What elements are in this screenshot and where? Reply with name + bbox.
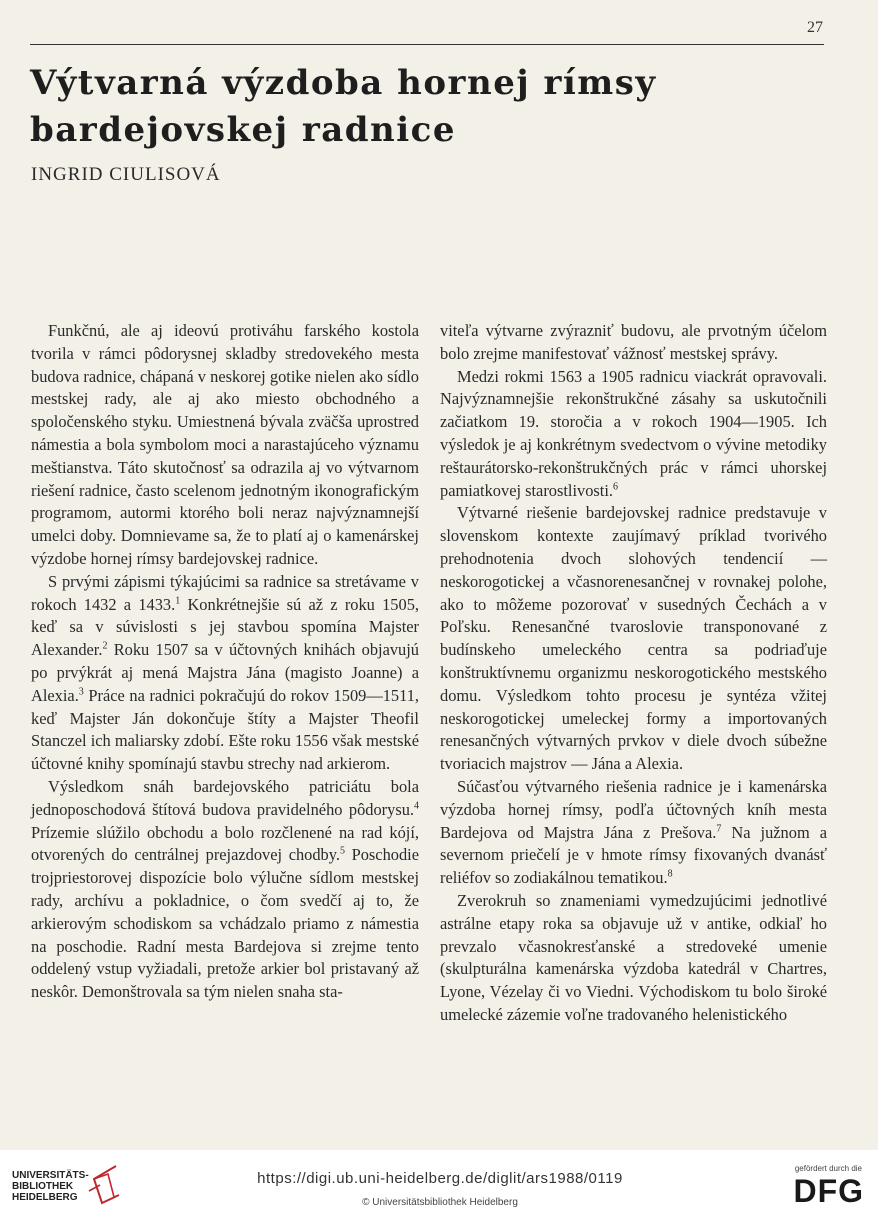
source-url[interactable]: https://digi.ub.uni-heidelberg.de/diglit/ars1988/0119 [257, 1170, 623, 1187]
footnote-ref: 6 [613, 481, 618, 493]
title-line-1: Výtvarná výzdoba hornej rímsy [30, 63, 657, 103]
footnote-ref: 3 [78, 686, 84, 698]
library-name-line: HEIDELBERG [12, 1192, 78, 1203]
library-name-line: UNIVERSITÄTS- [12, 1170, 89, 1181]
emblem-stroke [94, 1166, 119, 1203]
sponsor-caption: gefördert durch die [794, 1164, 862, 1173]
paragraph [31, 776, 419, 1004]
paragraph-text: Práce na radnici pokračujú do rokov 1509—1511, keď Majster Ján dokončuje štíty a Majster Theofil Stanczel ich maliarsky zdobí. Ešte roku 1556 však mestské účtovné knihy spomínajú stavbu strechy nad arkierom. [31, 685, 419, 774]
text-column-left [31, 320, 419, 1004]
paragraph-text: Na južnom a severnom priečelí je v hmote rímsy fixovaných dvanásť reliéfov so zodiakálnou tematikou. [440, 822, 827, 888]
copyright-notice: © Universitätsbibliothek Heidelberg [362, 1197, 518, 1208]
header-rule [30, 44, 824, 45]
page-number: 27 [807, 19, 823, 36]
text-column-right [440, 320, 827, 1027]
title-line-2: bardejovskej radnice [30, 110, 457, 150]
paragraph [440, 366, 827, 503]
paragraph-text: Roku 1507 sa v účtovných knihách objavujú po prvýkrát aj mená Majstra Jána (magisto Joanne) a Alexia. [31, 640, 419, 705]
article-title [30, 60, 830, 154]
paragraph-text: Súčasťou výtvarného riešenia radnice je i kamenárska výzdoba hornej rímsy, podľa účtovných kníh mesta Bardejova od Majstra Jána z Prešova. [440, 776, 827, 842]
dfg-logo: DFG [793, 1173, 864, 1209]
paragraph-text: Medzi rokmi 1563 a 1905 radnicu viackrát opravovali. Najvýznamnejšie rekonštrukčné zásahy sa uskutočnili začiatkom 19. storočia a v rokoch 1904—1905. Ich výsledok je aj konkrétnym svedectvom o vývine metodiky reštaurátorsko-rekonštrukčných prác v rámci uhorskej pamiatkovej starostlivosti. [440, 366, 827, 500]
footnote-ref: 4 [414, 800, 419, 812]
article-author: INGRID CIULISOVÁ [31, 164, 221, 185]
footnote-ref: 1 [175, 595, 181, 607]
footnote-ref: 5 [339, 845, 345, 857]
paragraph: Zverokruh so znameniami vymedzujúcimi jednotlivé astrálne etapy roka sa objavuje už v antike, odkiaľ ho prevzalo včasnokresťanské a stredoveké umenie (skulpturálna kamenárska výzdoba katedrál v Chartres, Lyone, Vézelay či vo Viedni. Východiskom tu bolo široké umelecké zázemie voľne tradovaného helenistického [440, 890, 827, 1024]
footnote-ref: 2 [102, 640, 108, 652]
paragraph-text: Konkrétnejšie sú až z roku 1505, keď sa v súvislosti s jej stavbou spomína Majster Alexander. [31, 594, 419, 660]
library-emblem-icon [86, 1163, 122, 1209]
paragraph [440, 776, 827, 890]
paragraph: Funkčnú, ale aj ideovú protiváhu farského kostola tvorila v rámci pôdorysnej skladby stredovekého mesta budova radnice, chápaná v neskorej gotike nielen ako sídlo mestskej rady, ale aj ako miesto obchodného a spoločenského styku. Umiestnená bývala zväčša uprostred námestia a bola symbolom moci a narastajúceho významu meštianstva. Táto skutočnosť sa odrazila aj vo výtvarnom riešení radnice, často scelenom jednotným ikonografickým programom, autormi ktorého boli neraz najvýznamnejší umelci doby. Domnievame sa, že to platí aj o kamenárskej výzdobe hornej rímsy bardejovskej radnice. [31, 321, 419, 568]
paragraph-text: Prízemie slúžilo obchodu a bolo rozčlenené na rad kójí, otvorených do centrálnej prejazdovej chodby. [31, 822, 419, 865]
library-name-line: BIBLIOTHEK [12, 1181, 74, 1192]
footnote-ref: 7 [716, 823, 722, 835]
paragraph-text: Poschodie trojpriestorovej dispozície bolo výlučne sídlom mestskej rady, archívu a pokladnice, o čom svedčí aj to, že arkierovým schodiskom sa vchádzalo priamo z námestia na poschodie. Radní mesta Bardejova si zrejme tento oddelený vstup vyžiadali, pretože arkier bol pristavaný až neskôr. Demonštrovala sa tým nielen snaha sta- [31, 845, 419, 1002]
footnote-ref: 8 [667, 868, 673, 880]
paragraph-text: Výsledkom snáh bardejovského patriciátu bola jednoposchodová štítová budova pravidelného pôdorysu. [31, 776, 419, 819]
library-logo-text [12, 1170, 89, 1203]
paragraph [31, 571, 419, 776]
paragraph-continued: viteľa výtvarne zvýrazniť budovu, ale prvotným účelom bolo zrejme manifestovať vážnosť mestskej správy. [440, 321, 827, 363]
paragraph-text: S prvými zápismi týkajúcimi sa radnice sa stretávame v rokoch 1432 a 1433. [31, 571, 419, 614]
paragraph: Výtvarné riešenie bardejovskej radnice predstavuje v slovenskom kontexte zaujímavý príklad tvorivého prehodnotenia dvoch slohových tendencií — neskorogotickej a včasnorenesančnej v rovnakej polohe, ako to môžeme pozorovať v susedných Čechách a v Poľsku. Renesančné tvaroslovie transponované z budínskeho umeleckého centra sa podriaďuje konštruktívnemu organizmu neskorogotického mestského domu. Výsledkom tohto procesu je syntéza vžitej neskorogotickej umeleckej formy a importovaných renesančných výtvarných prvkov v diele dvoch súbežne tvoriacich majstrov — Jána a Alexia. [440, 503, 827, 774]
